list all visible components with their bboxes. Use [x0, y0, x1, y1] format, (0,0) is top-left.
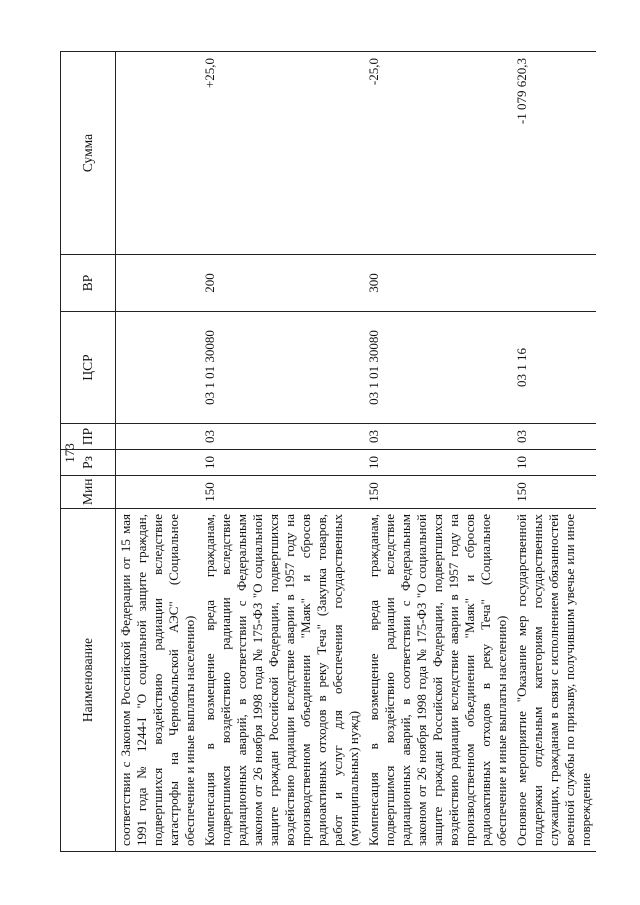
- row-vr: 300: [364, 255, 512, 312]
- header-min: Мин: [61, 476, 116, 509]
- row-sum: +25,0: [200, 52, 364, 255]
- row-min: 150: [200, 476, 364, 509]
- row-pr: [116, 424, 201, 450]
- row-sum: -1 079 620,3: [512, 52, 596, 255]
- row-min: 150: [512, 476, 596, 509]
- row-name: Основное мероприятие "Оказание мер государственной поддержки отдельным категориям государственных служащих, гражданам в связи с исполнением обязанностей военной службы по призыву, получившим увечье или иное повреждение: [512, 509, 596, 852]
- row-csr: 03 1 16: [512, 312, 596, 424]
- row-rz: 10: [512, 450, 596, 476]
- row-csr: [116, 312, 201, 424]
- row-pr: 03: [200, 424, 364, 450]
- header-vr: ВР: [61, 255, 116, 312]
- page-number: 173: [62, 443, 77, 463]
- header-pr: ПР: [61, 424, 116, 450]
- budget-table: [60, 51, 596, 852]
- header-csr: ЦСР: [61, 312, 116, 424]
- row-vr: [116, 255, 201, 312]
- row-pr: 03: [512, 424, 596, 450]
- row-sum: -25,0: [364, 52, 512, 255]
- row-rz: 10: [200, 450, 364, 476]
- table-header-row: [61, 52, 116, 852]
- row-vr: [512, 255, 596, 312]
- header-name: Наименование: [61, 509, 116, 852]
- row-min: [116, 476, 201, 509]
- table-row: [512, 52, 596, 852]
- table-row: [116, 52, 201, 852]
- header-sum: Сумма: [61, 52, 116, 255]
- row-csr: 03 1 01 30080: [200, 312, 364, 424]
- row-pr: 03: [364, 424, 512, 450]
- table-row: [364, 52, 512, 852]
- row-name: Компенсация в возмещение вреда гражданам, подвергшимся воздействию радиации вследствие радиационных аварий, в соответствии с Федеральным законом от 26 ноября 1998 года № 175-ФЗ "О социальной защите граждан Российской Федерации, подвергшихся воздействию радиации вследствие аварии в 1957 году на производственном объединении "Маяк" и сбросов радиоактивных отходов в реку Теча" (Социальное обеспечение и иные выплаты населению): [364, 509, 512, 852]
- header-rz: Рз: [61, 450, 116, 476]
- row-name: Компенсация в возмещение вреда гражданам, подвергшимся воздействию радиации вследствие радиационных аварий, в соответствии с Федеральным законом от 26 ноября 1998 года № 175-ФЗ "О социальной защите граждан Российской Федерации, подвергшихся воздействию радиации вследствие аварии в 1957 году на производственном объединении "Маяк" и сбросов радиоактивных отходов в реку Теча" (Закупка товаров, работ и услуг для обеспечения государственных (муниципальных) нужд): [200, 509, 364, 852]
- row-min: 150: [364, 476, 512, 509]
- table-row: [200, 52, 364, 852]
- row-sum: [116, 52, 201, 255]
- row-csr: 03 1 01 30080: [364, 312, 512, 424]
- row-name: соответствии с Законом Российской Федерации от 15 мая 1991 года № 1244-I "О социальной защите граждан, подвергшихся воздействию радиации вследствие катастрофы на Чернобыльской АЭС" (Социальное обеспечение и иные выплаты населению): [116, 509, 201, 852]
- row-rz: 10: [364, 450, 512, 476]
- row-rz: [116, 450, 201, 476]
- rotated-page-content: [60, 52, 593, 852]
- row-vr: 200: [200, 255, 364, 312]
